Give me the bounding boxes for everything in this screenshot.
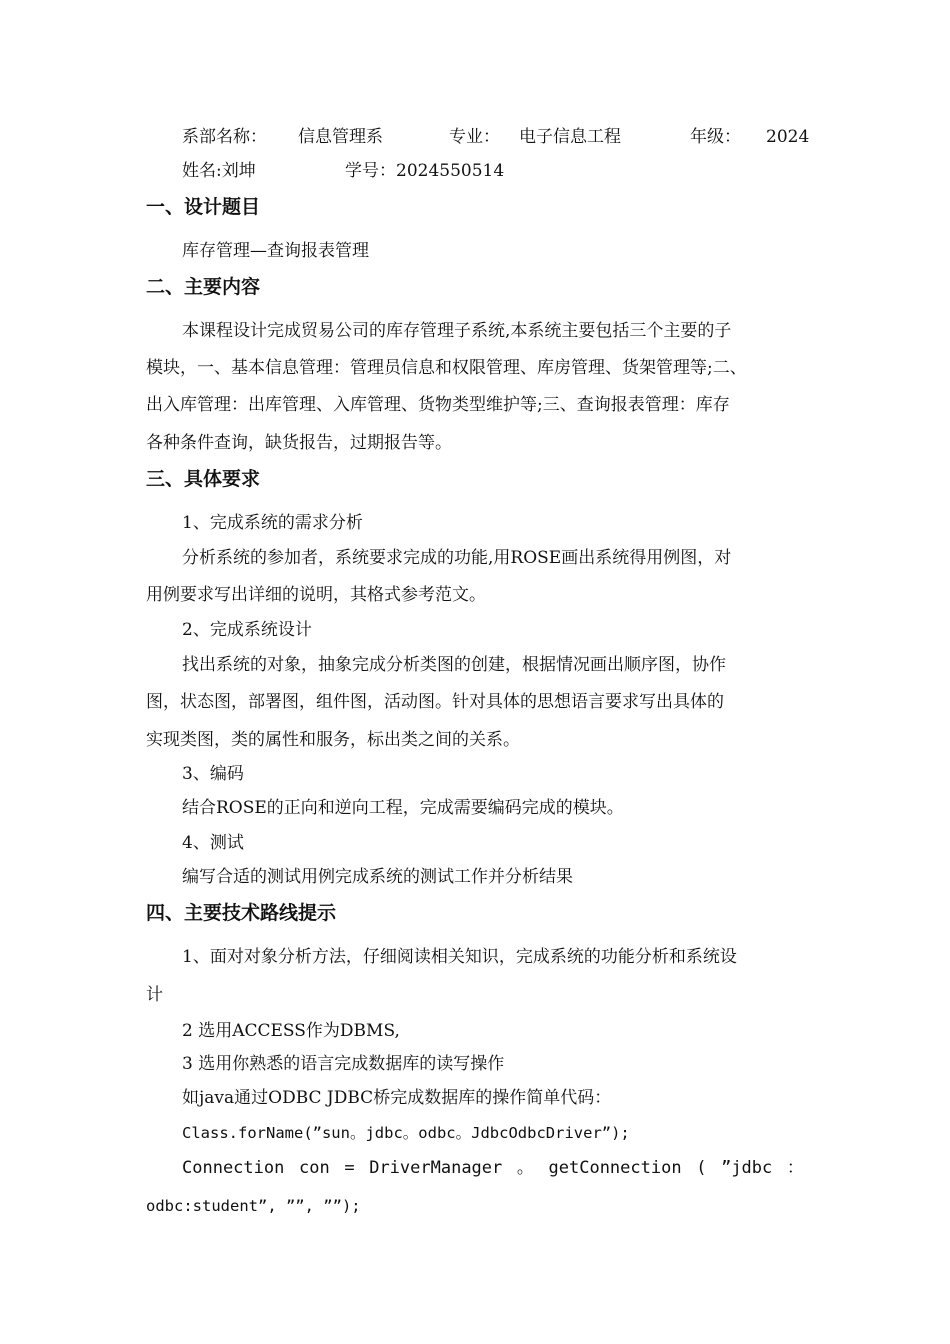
paragraph-line: 出入库管理：出库管理、入库管理、货物类型维护等;三、查询报表管理：库存 bbox=[146, 395, 730, 415]
code-token: Connection bbox=[182, 1158, 285, 1178]
paragraph-line: 库存管理—查询报表管理 bbox=[182, 241, 369, 261]
code-line-connection bbox=[182, 1157, 804, 1179]
code-line-class-forname: Class.forName(”sun。jdbc。odbc。JdbcOdbcDriver”); bbox=[182, 1124, 630, 1142]
paragraph-line: 编写合适的测试用例完成系统的测试工作并分析结果 bbox=[182, 867, 573, 887]
requirement-item: 4、测试 bbox=[182, 833, 244, 853]
paragraph-line: 2 选用ACCESS作为DBMS, bbox=[182, 1021, 400, 1041]
section-heading-requirements: 三、具体要求 bbox=[146, 468, 261, 490]
major-value: 电子信息工程 bbox=[519, 127, 621, 147]
paragraph-line: 计 bbox=[146, 985, 163, 1005]
paragraph-line: 用例要求写出详细的说明，其格式参考范文。 bbox=[146, 585, 486, 605]
paragraph-line: 如java通过ODBC JDBC桥完成数据库的操作简单代码： bbox=[182, 1088, 612, 1108]
dept-value: 信息管理系 bbox=[298, 127, 383, 147]
student-id: 学号：2024550514 bbox=[345, 161, 505, 181]
major-label: 专业： bbox=[449, 127, 500, 147]
student-name: 姓名:刘坤 bbox=[182, 161, 256, 181]
paragraph-line: 本课程设计完成贸易公司的库存管理子系统,本系统主要包括三个主要的子 bbox=[182, 321, 732, 341]
code-token: ”jdbc bbox=[721, 1158, 773, 1178]
section-heading-design-topic: 一、设计题目 bbox=[146, 196, 261, 218]
grade-label: 年级： bbox=[690, 127, 741, 147]
dept-label: 系部名称： bbox=[182, 127, 267, 147]
code-token: ： bbox=[786, 1158, 804, 1178]
paragraph-line: 实现类图，类的属性和服务，标出类之间的关系。 bbox=[146, 730, 520, 750]
paragraph-line: 模块，一、基本信息管理：管理员信息和权限管理、库房管理、货架管理等;二、 bbox=[146, 358, 747, 378]
requirement-item: 2、完成系统设计 bbox=[182, 620, 312, 640]
grade-value: 2024 bbox=[766, 127, 810, 147]
requirement-item: 1、完成系统的需求分析 bbox=[182, 513, 363, 533]
code-token: getConnection bbox=[548, 1158, 682, 1178]
paragraph-line: 3 选用你熟悉的语言完成数据库的读写操作 bbox=[182, 1054, 505, 1074]
code-token: = bbox=[344, 1158, 355, 1178]
section-heading-main-content: 二、主要内容 bbox=[146, 276, 261, 298]
paragraph-line: 各种条件查询，缺货报告，过期报告等。 bbox=[146, 433, 452, 453]
paragraph-line: 1、面对对象分析方法，仔细阅读相关知识，完成系统的功能分析和系统设 bbox=[182, 947, 737, 967]
code-token: DriverManager bbox=[369, 1158, 503, 1178]
code-token: ( bbox=[696, 1158, 707, 1178]
paragraph-line: 结合ROSE的正向和逆向工程，完成需要编码完成的模块。 bbox=[182, 798, 624, 818]
requirement-item: 3、编码 bbox=[182, 764, 244, 784]
code-token: con bbox=[298, 1158, 330, 1178]
code-line-continuation: odbc:student”, ””, ””); bbox=[146, 1197, 361, 1215]
code-token: 。 bbox=[516, 1158, 534, 1178]
paragraph-line: 图，状态图，部署图，组件图，活动图。针对具体的思想语言要求写出具体的 bbox=[146, 692, 724, 712]
paragraph-line: 找出系统的对象，抽象完成分析类图的创建，根据情况画出顺序图，协作 bbox=[182, 655, 726, 675]
section-heading-tech-route: 四、主要技术路线提示 bbox=[146, 902, 337, 924]
paragraph-line: 分析系统的参加者，系统要求完成的功能,用ROSE画出系统得用例图，对 bbox=[182, 548, 732, 568]
